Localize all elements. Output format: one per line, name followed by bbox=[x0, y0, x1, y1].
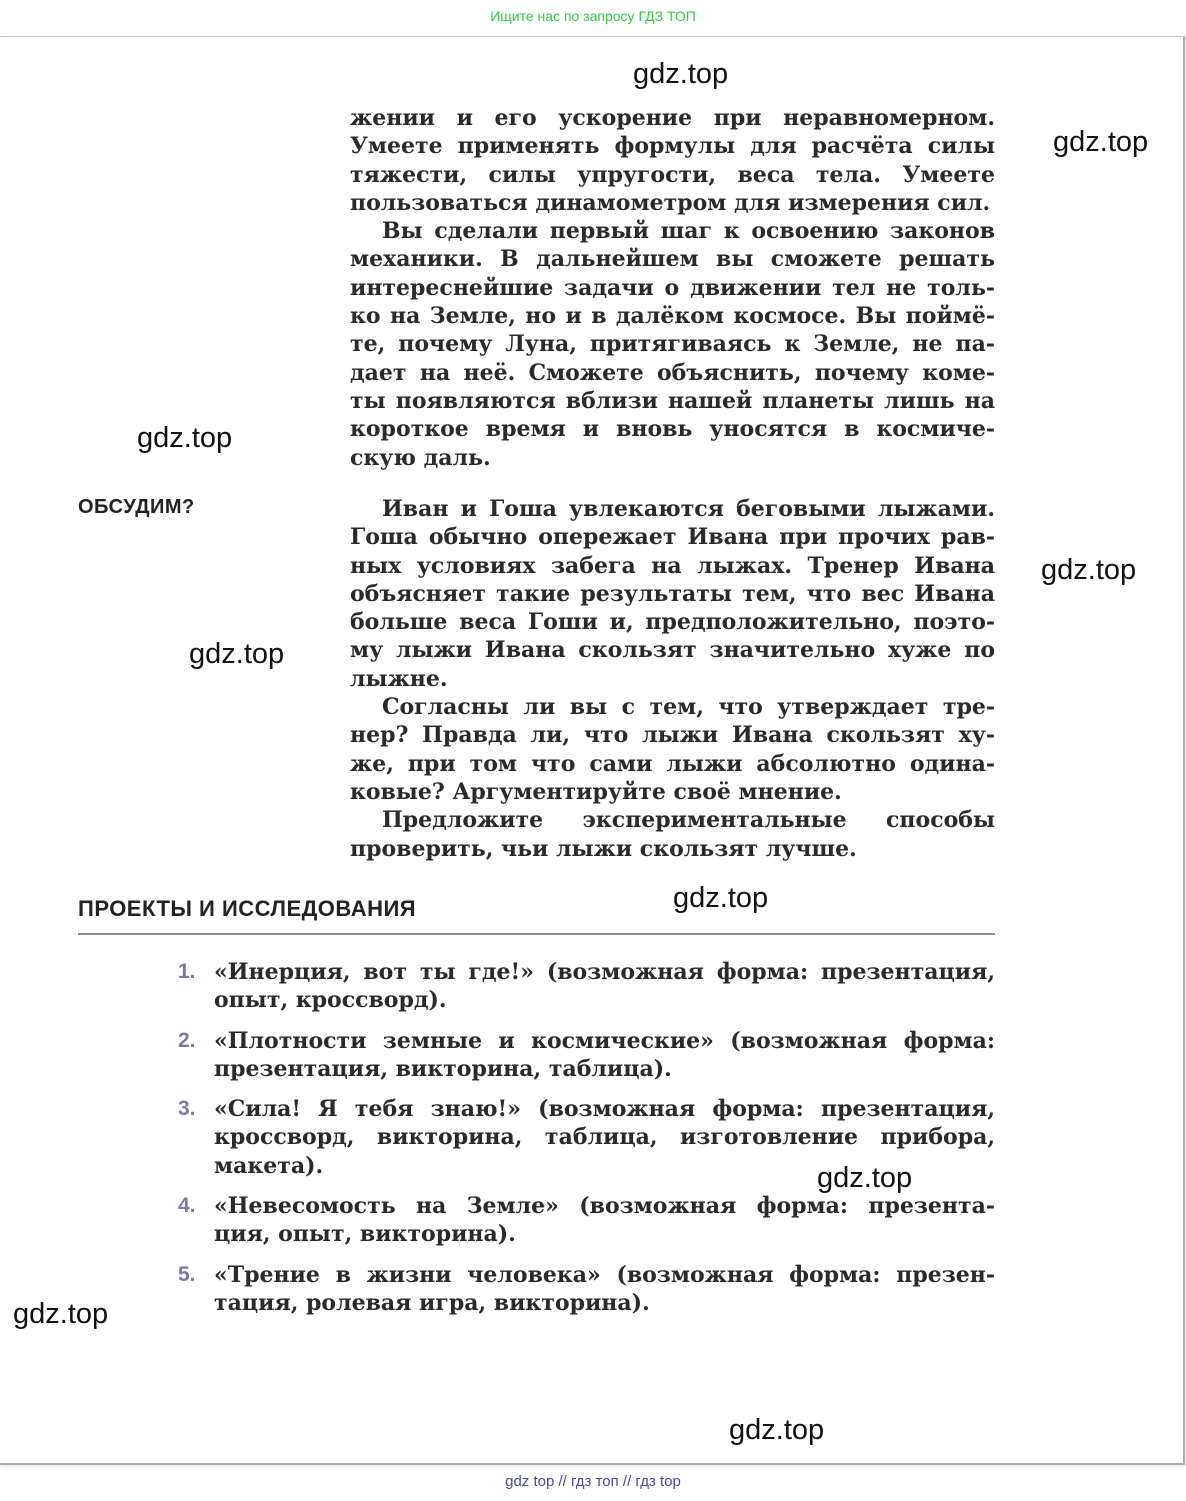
text-line: «Трение в жизни человека» (возможная форма: презен- bbox=[214, 1261, 995, 1288]
text-line: Гоша обычно опережает Ивана при прочих рав- bbox=[350, 524, 995, 551]
watermark: gdz.top bbox=[137, 422, 233, 454]
text-line: пользоваться динамометром для измерения сил. bbox=[350, 189, 991, 216]
watermark: gdz.top bbox=[1053, 126, 1149, 158]
text-line: объясняет такие результаты тем, что вес Ивана bbox=[350, 580, 995, 607]
section-divider bbox=[78, 933, 995, 935]
text-line: презентация, викторина, таблица). bbox=[214, 1055, 672, 1082]
text-line: «Невесомость на Земле» (возможная форма: презента- bbox=[214, 1193, 995, 1220]
intro-text bbox=[350, 104, 995, 472]
projects-heading: ПРОЕКТЫ И ИССЛЕДОВАНИЯ bbox=[78, 896, 417, 921]
project-number: 1. bbox=[178, 960, 196, 983]
text-line: «Плотности земные и космические» (возможная форма: bbox=[214, 1027, 995, 1054]
project-number: 2. bbox=[178, 1028, 196, 1052]
text-line: ко на Земле, но и в далёком космосе. Вы поймё- bbox=[350, 303, 995, 330]
paragraph bbox=[350, 217, 995, 472]
text-line: Иван и Гоша увлекаются беговыми лыжами. bbox=[382, 496, 995, 522]
discuss-text bbox=[350, 495, 995, 863]
watermark: gdz.top bbox=[729, 1414, 825, 1446]
watermark: gdz.top bbox=[189, 638, 285, 670]
text-line: Умеете применять формулы для расчёта силы bbox=[350, 133, 995, 160]
text-line: ты появляются вблизи нашей планеты лишь на bbox=[350, 387, 995, 414]
paragraph bbox=[350, 104, 995, 217]
text-line: Предложите экспериментальные способы bbox=[382, 807, 995, 834]
project-number: 4. bbox=[178, 1194, 196, 1218]
text-line: нер? Правда ли, что лыжи Ивана скользят ху- bbox=[350, 722, 995, 749]
text-line: кроссворд, викторина, таблица, изготовление прибора, bbox=[214, 1124, 995, 1151]
project-text bbox=[214, 1261, 995, 1318]
text-line: «Инерция, вот ты где!» (возможная форма: презентация, bbox=[214, 959, 995, 985]
project-text bbox=[214, 1027, 995, 1084]
project-item bbox=[178, 1027, 995, 1084]
text-line: опыт, кроссворд). bbox=[214, 987, 447, 1014]
watermark: gdz.top bbox=[13, 1298, 109, 1330]
text-line: «Сила! Я тебя знаю!» (возможная форма: презентация, bbox=[214, 1096, 995, 1123]
text-line: механики. В дальнейшем вы сможете решать bbox=[350, 246, 995, 273]
text-line: тяжести, силы упругости, веса тела. Умеете bbox=[350, 161, 995, 188]
discuss-heading: ОБСУДИМ? bbox=[78, 496, 195, 518]
text-line: ция, опыт, викторина). bbox=[214, 1221, 516, 1248]
watermark: gdz.top bbox=[633, 58, 729, 90]
project-number: 3. bbox=[178, 1097, 196, 1121]
paragraph bbox=[350, 495, 995, 693]
watermark: gdz.top bbox=[673, 882, 769, 914]
text-line: интереснейшие задачи о движении тел не толь- bbox=[350, 274, 995, 301]
project-text bbox=[214, 1192, 995, 1249]
project-item bbox=[178, 958, 995, 1015]
text-line: короткое время и вновь уносятся в космиче- bbox=[350, 416, 995, 443]
project-text bbox=[214, 958, 995, 1015]
paragraph bbox=[350, 693, 995, 806]
top-banner[interactable]: Ищите нас по запросу ГДЗ ТОП bbox=[490, 8, 696, 24]
project-item bbox=[178, 1192, 995, 1249]
text-line: те, почему Луна, притягиваясь к Земле, не па- bbox=[350, 331, 995, 358]
text-line: му лыжи Ивана скользят значительно хуже по bbox=[350, 637, 995, 664]
text-line: макета). bbox=[214, 1152, 324, 1179]
text-line: же, при том что сами лыжи абсолютно одина- bbox=[350, 750, 995, 777]
text-line: скую даль. bbox=[350, 444, 491, 471]
text-line: больше веса Гоши и, предположительно, поэто- bbox=[350, 609, 995, 636]
project-number: 5. bbox=[178, 1262, 196, 1286]
text-line: тация, ролевая игра, викторина). bbox=[214, 1289, 650, 1316]
watermark: gdz.top bbox=[817, 1162, 913, 1194]
watermark: gdz.top bbox=[1041, 554, 1137, 586]
projects-list bbox=[178, 958, 995, 1329]
project-item bbox=[178, 1261, 995, 1318]
text-line: проверить, чьи лыжи скользят лучше. bbox=[350, 835, 857, 862]
text-line: ковые? Аргументируйте своё мнение. bbox=[350, 778, 842, 805]
text-line: Согласны ли вы с тем, что утверждает тре- bbox=[382, 694, 995, 721]
text-line: ных условиях забега на лыжах. Тренер Ивана bbox=[350, 552, 995, 579]
paragraph bbox=[350, 806, 995, 863]
text-line: дает на неё. Сможете объяснить, почему коме- bbox=[350, 359, 995, 386]
footer-links[interactable]: gdz top // гдз топ // гдз top bbox=[505, 1473, 681, 1490]
text-line: Вы сделали первый шаг к освоению законов bbox=[382, 218, 995, 245]
text-line: жении и его ускорение при неравномерном. bbox=[350, 105, 995, 131]
text-line: лыжне. bbox=[350, 665, 448, 692]
